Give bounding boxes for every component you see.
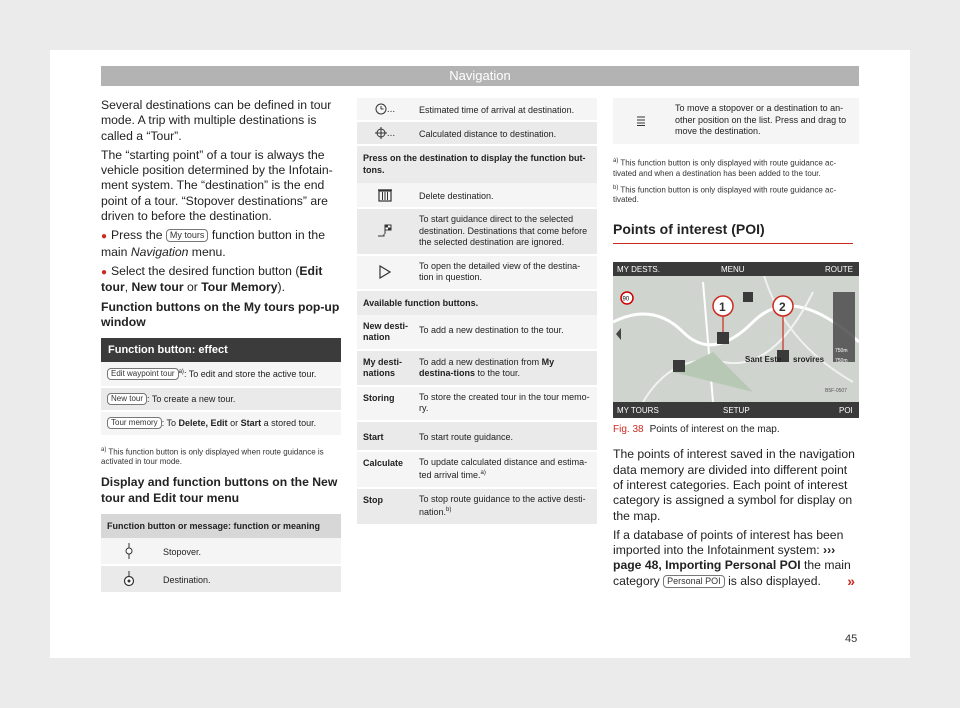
column-3 bbox=[613, 98, 859, 593]
clock-icon: ... bbox=[357, 98, 413, 120]
tour-memory-button[interactable]: Tour memory bbox=[107, 417, 162, 429]
table-row: To move a stopover or a destination to an-other position on the list. Press and drag to move the destination. bbox=[613, 98, 859, 146]
table-row: Tour memory : To Delete, Edit or Start a stored tour. bbox=[101, 412, 341, 437]
distance-icon: ... bbox=[357, 122, 413, 144]
function-table-header: Function button: effect bbox=[101, 338, 341, 362]
bullet-icon: ● bbox=[101, 266, 108, 278]
callout-2: 2 bbox=[779, 300, 786, 315]
poi-marker-icon[interactable] bbox=[673, 360, 685, 372]
press-destination-row: Press on the destination to display the function but-tons. bbox=[357, 146, 597, 183]
table-row: Storing To store the created tour in the tour memo-ry. bbox=[357, 387, 597, 422]
map-poi-label[interactable]: POI bbox=[839, 406, 853, 416]
column-2 bbox=[357, 98, 597, 526]
drag-handle-icon[interactable] bbox=[613, 98, 669, 144]
table-row: To start guidance direct to the selected destination. Destinations that come before the selected destination are ignored. bbox=[357, 209, 597, 256]
footnote-b: $^{b)}$ This function button is only displayed with route guidance ac-tivated. bbox=[613, 184, 837, 205]
new-tour-menu-heading: Display and function buttons on the New tour and Edit tour menu bbox=[101, 475, 338, 505]
step-1: ● Press the My tours function button in the main Navigation menu. bbox=[101, 228, 325, 259]
table-row: ... Calculated distance to destination. bbox=[357, 122, 597, 146]
play-arrow-icon[interactable] bbox=[357, 256, 413, 289]
stopover-icon bbox=[101, 538, 157, 564]
table-row: ... Estimated time of arrival at destination. bbox=[357, 98, 597, 122]
my-tours-popup-heading: Function buttons on the My tours pop-up window bbox=[101, 299, 340, 329]
intro-paragraph: Several destinations can be defined in tour mode. A trip with multiple destinations is called a “Tour”. bbox=[101, 98, 332, 143]
table-row: Start To start route guidance. bbox=[357, 422, 597, 452]
map-route-label[interactable]: ROUTE bbox=[825, 265, 853, 275]
map-scale-label: 750m bbox=[835, 348, 848, 355]
map-my-tours-label[interactable]: MY TOURS bbox=[617, 406, 659, 416]
page-number: 45 bbox=[845, 633, 858, 645]
display-table-header: Function button or message: function or meaning bbox=[101, 514, 341, 538]
table-row: Stop To stop route guidance to the active desti-nation.$^{b)}$ bbox=[357, 489, 597, 526]
personal-poi-button[interactable]: Personal POI bbox=[663, 575, 725, 588]
table-row: Delete destination. bbox=[357, 183, 597, 209]
available-buttons-row: Available function buttons. bbox=[357, 291, 597, 315]
map-setup-label[interactable]: SETUP bbox=[723, 406, 750, 416]
table-row: Destination. bbox=[101, 566, 341, 594]
section-header: Navigation bbox=[101, 66, 859, 86]
map-menu-label[interactable]: MENU bbox=[721, 265, 745, 275]
table-row: Edit waypoint tour $^{a)}$: To edit and store the active tour. bbox=[101, 362, 341, 388]
map-speed-limit: 90 bbox=[622, 296, 630, 303]
figure-caption: Fig. 38 Points of interest on the map. bbox=[613, 424, 780, 436]
edit-waypoint-tour-button[interactable]: Edit waypoint tour bbox=[107, 368, 179, 380]
table-row: Calculate To update calculated distance and estima-ted arrival time.$^{a)}$ bbox=[357, 452, 597, 489]
destination-icon bbox=[101, 566, 157, 592]
map-place-label: Sant Este bbox=[745, 355, 782, 365]
bullet-icon: ● bbox=[101, 231, 108, 243]
trash-icon bbox=[357, 183, 413, 207]
table-row: New tour : To create a new tour. bbox=[101, 388, 341, 413]
poi-import-paragraph: If a database of points of interest has been imported into the Infotainment system: ››› page 48, Importing Personal POI the main category Personal POI is also displayed. » bbox=[613, 527, 855, 589]
footnote-a: $^{a)}$ This function button is only displayed when route guidance is activated in tour mode. bbox=[101, 446, 324, 467]
step-2: ● Select the desired function button (Edit tour, New tour or Tour Memory). bbox=[101, 263, 323, 295]
table-row: My desti-nations To add a new destination from My destina-tions to the tour. bbox=[357, 351, 597, 387]
table-row: To open the detailed view of the destina-tion in question. bbox=[357, 256, 597, 291]
map-my-dests-label[interactable]: MY DESTS. bbox=[617, 265, 660, 275]
callout-1: 1 bbox=[719, 300, 726, 315]
footnote-a: $^{a)}$ This function button is only displayed with route guidance ac-tivated and when a destination has been added to the tour. bbox=[613, 158, 837, 178]
new-tour-button[interactable]: New tour bbox=[107, 393, 147, 405]
map-figure-code: B5F-0507 bbox=[825, 388, 847, 395]
map-scale-label-2: 750m bbox=[835, 358, 848, 365]
poi-marker-icon[interactable] bbox=[743, 292, 753, 302]
table-row: New desti-nation To add a new destination to the tour. bbox=[357, 315, 597, 351]
column-1 bbox=[101, 98, 341, 594]
my-tours-button[interactable]: My tours bbox=[166, 229, 209, 242]
continue-arrow-icon: » bbox=[847, 572, 855, 589]
page-48-link[interactable]: ››› page 48, Importing Personal POI bbox=[613, 543, 836, 573]
table-row: Stopover. bbox=[101, 538, 341, 566]
tour-definition-paragraph: The “starting point” of a tour is always the vehicle position determined by the Infotain-ment system. The “destination” is the end point of a tour. “Stopover destinations” are driven to before the destination. bbox=[101, 147, 333, 224]
poi-map-figure bbox=[613, 262, 859, 418]
poi-paragraph: The points of interest saved in the navigation data memory are divided into different point of interest categories. Each point of interest category is assigned a symbol for display on the map. bbox=[613, 447, 855, 523]
direct-guidance-flag-icon bbox=[357, 209, 413, 254]
poi-marker-icon[interactable] bbox=[717, 332, 729, 344]
map-place-label-2: srovires bbox=[793, 355, 825, 365]
poi-section-title: Points of interest (POI) bbox=[613, 221, 853, 244]
